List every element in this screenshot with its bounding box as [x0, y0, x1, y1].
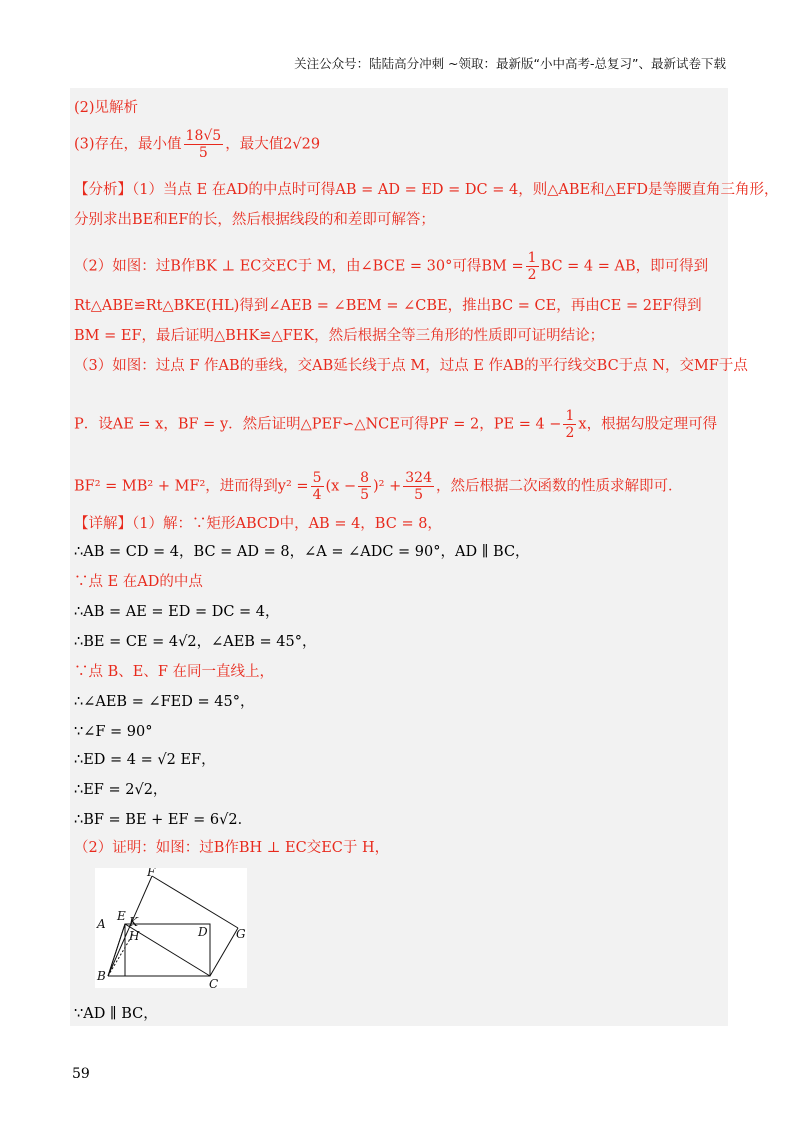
fraction-numerator: 324 [405, 470, 432, 486]
analysis-text: x，根据勾股定理可得 [578, 416, 718, 433]
geometry-diagram [95, 868, 247, 988]
answer-3-fraction [184, 128, 224, 161]
fraction-numerator: 8 [360, 470, 370, 486]
fraction-denominator: 2 [565, 425, 575, 441]
segment-fg [152, 876, 238, 928]
detail-tag: 【详解】 [74, 516, 132, 532]
analysis-text: ，然后根据二次函数的性质求解即可． [435, 478, 683, 495]
label-h: H [129, 929, 140, 943]
fraction-numerator: 1 [565, 408, 575, 424]
fraction-denominator: 2 [527, 267, 537, 283]
analysis-p2-line3: BM = EF，最后证明△BHK≌△FEK，然后根据全等三角形的性质即可证明结论； [74, 328, 605, 344]
detail-line-13: ∵AD ∥ BC， [74, 1006, 158, 1022]
detail-line-4: ∴AB = AE = ED = DC = 4， [74, 604, 280, 620]
analysis-fraction [403, 470, 434, 503]
content-area [70, 88, 779, 1026]
analysis-p1-line1 [74, 180, 779, 200]
geometry-figure [95, 868, 247, 988]
fraction-denominator: 5 [414, 487, 424, 503]
analysis-p2-line2: Rt△ABE≌Rt△BKE(HL)得到∠AEB = ∠BEM = ∠CBE，推出BC = CE，再由CE = 2EF得到 [74, 298, 702, 314]
analysis-fraction [311, 470, 324, 503]
analysis-p3-line1: （3）如图：过点 F 作AB的垂线，交AB延长线于点 M，过点 E 作AB的平行线交BC于点 N，交MF于点 [74, 358, 748, 374]
analysis-fraction [526, 250, 539, 283]
label-a: A [97, 917, 106, 931]
analysis-p3-line3 [74, 470, 682, 503]
analysis-text: (x − [325, 478, 357, 495]
label-d: D [198, 925, 208, 939]
fraction-numerator: 18√5 [185, 128, 222, 144]
detail-line-1 [74, 514, 442, 534]
label-c: C [209, 977, 219, 988]
answer-2: (2)见解析 [74, 100, 139, 116]
answer-3 [74, 128, 320, 161]
analysis-text: （2）如图：过B作BK ⊥ EC交EC于 M，由∠BCE = 30°可得BM = [74, 258, 524, 275]
analysis-fraction [563, 408, 576, 441]
analysis-p3-line2 [74, 408, 717, 441]
detail-line-9: ∴ED = 4 = √2 EF， [74, 752, 216, 768]
detail-text: （1）解：∵矩形ABCD中，AB = 4，BC = 8， [132, 516, 442, 532]
analysis-text: BF² = MB² + MF²，进而得到y² = [74, 478, 309, 495]
detail-line-2: ∴AB = CD = 4，BC = AD = 8，∠A = ∠ADC = 90°，AD ∥ BC， [74, 544, 530, 560]
fraction-numerator: 1 [527, 250, 537, 266]
segment-ab [108, 924, 125, 976]
analysis-tag: 【分析】 [74, 182, 132, 198]
fraction-denominator: 4 [312, 487, 322, 503]
analysis-text: （1）当点 E 在AD的中点时可得AB = AD = ED = DC = 4，则△ABE和△EFD是等腰直角三角形， [132, 182, 779, 198]
analysis-fraction [358, 470, 371, 503]
answer-3-suffix: ，最大值2√29 [225, 136, 321, 153]
answer-3-prefix: (3)存在，最小值 [74, 136, 182, 153]
page-header: 关注公众号：陆陆高分冲刺 ~领取：最新版“小中高考-总复习”、最新试卷下载 [294, 56, 726, 71]
analysis-p1-line2: 分别求出BE和EF的长，然后根据线段的和差即可解答； [74, 212, 435, 228]
fraction-denominator: 5 [360, 487, 370, 503]
label-g: G [236, 927, 246, 941]
detail-line-3: ∵点 E 在AD的中点 [74, 574, 203, 590]
detail-line-6: ∵点 B、E、F 在同一直线上， [74, 664, 275, 680]
label-e: E [117, 909, 126, 923]
fraction-denominator: 5 [198, 145, 208, 161]
fraction-numerator: 5 [312, 470, 322, 486]
page-number: 59 [72, 1066, 90, 1082]
analysis-text: BC = 4 = AB，即可得到 [540, 258, 709, 275]
detail-line-10: ∴EF = 2√2， [74, 782, 168, 798]
analysis-text: P．设AE = x，BF = y．然后证明△PEF∽△NCE可得PF = 2，PE = 4 − [74, 416, 562, 433]
analysis-text: )² + [373, 478, 402, 495]
label-k: K [129, 915, 138, 929]
detail-line-7: ∴∠AEB = ∠FED = 45°， [74, 694, 255, 710]
label-f: F [147, 868, 156, 879]
detail-line-12: （2）证明：如图：过B作BH ⊥ EC交EC于 H， [74, 840, 390, 856]
detail-line-11: ∴BF = BE + EF = 6√2． [74, 812, 253, 828]
segment-gc [210, 928, 238, 976]
detail-line-5: ∴BE = CE = 4√2，∠AEB = 45°， [74, 634, 317, 650]
label-b: B [97, 969, 106, 983]
detail-line-8: ∵∠F = 90° [74, 724, 153, 740]
analysis-p2-line1 [74, 250, 708, 283]
